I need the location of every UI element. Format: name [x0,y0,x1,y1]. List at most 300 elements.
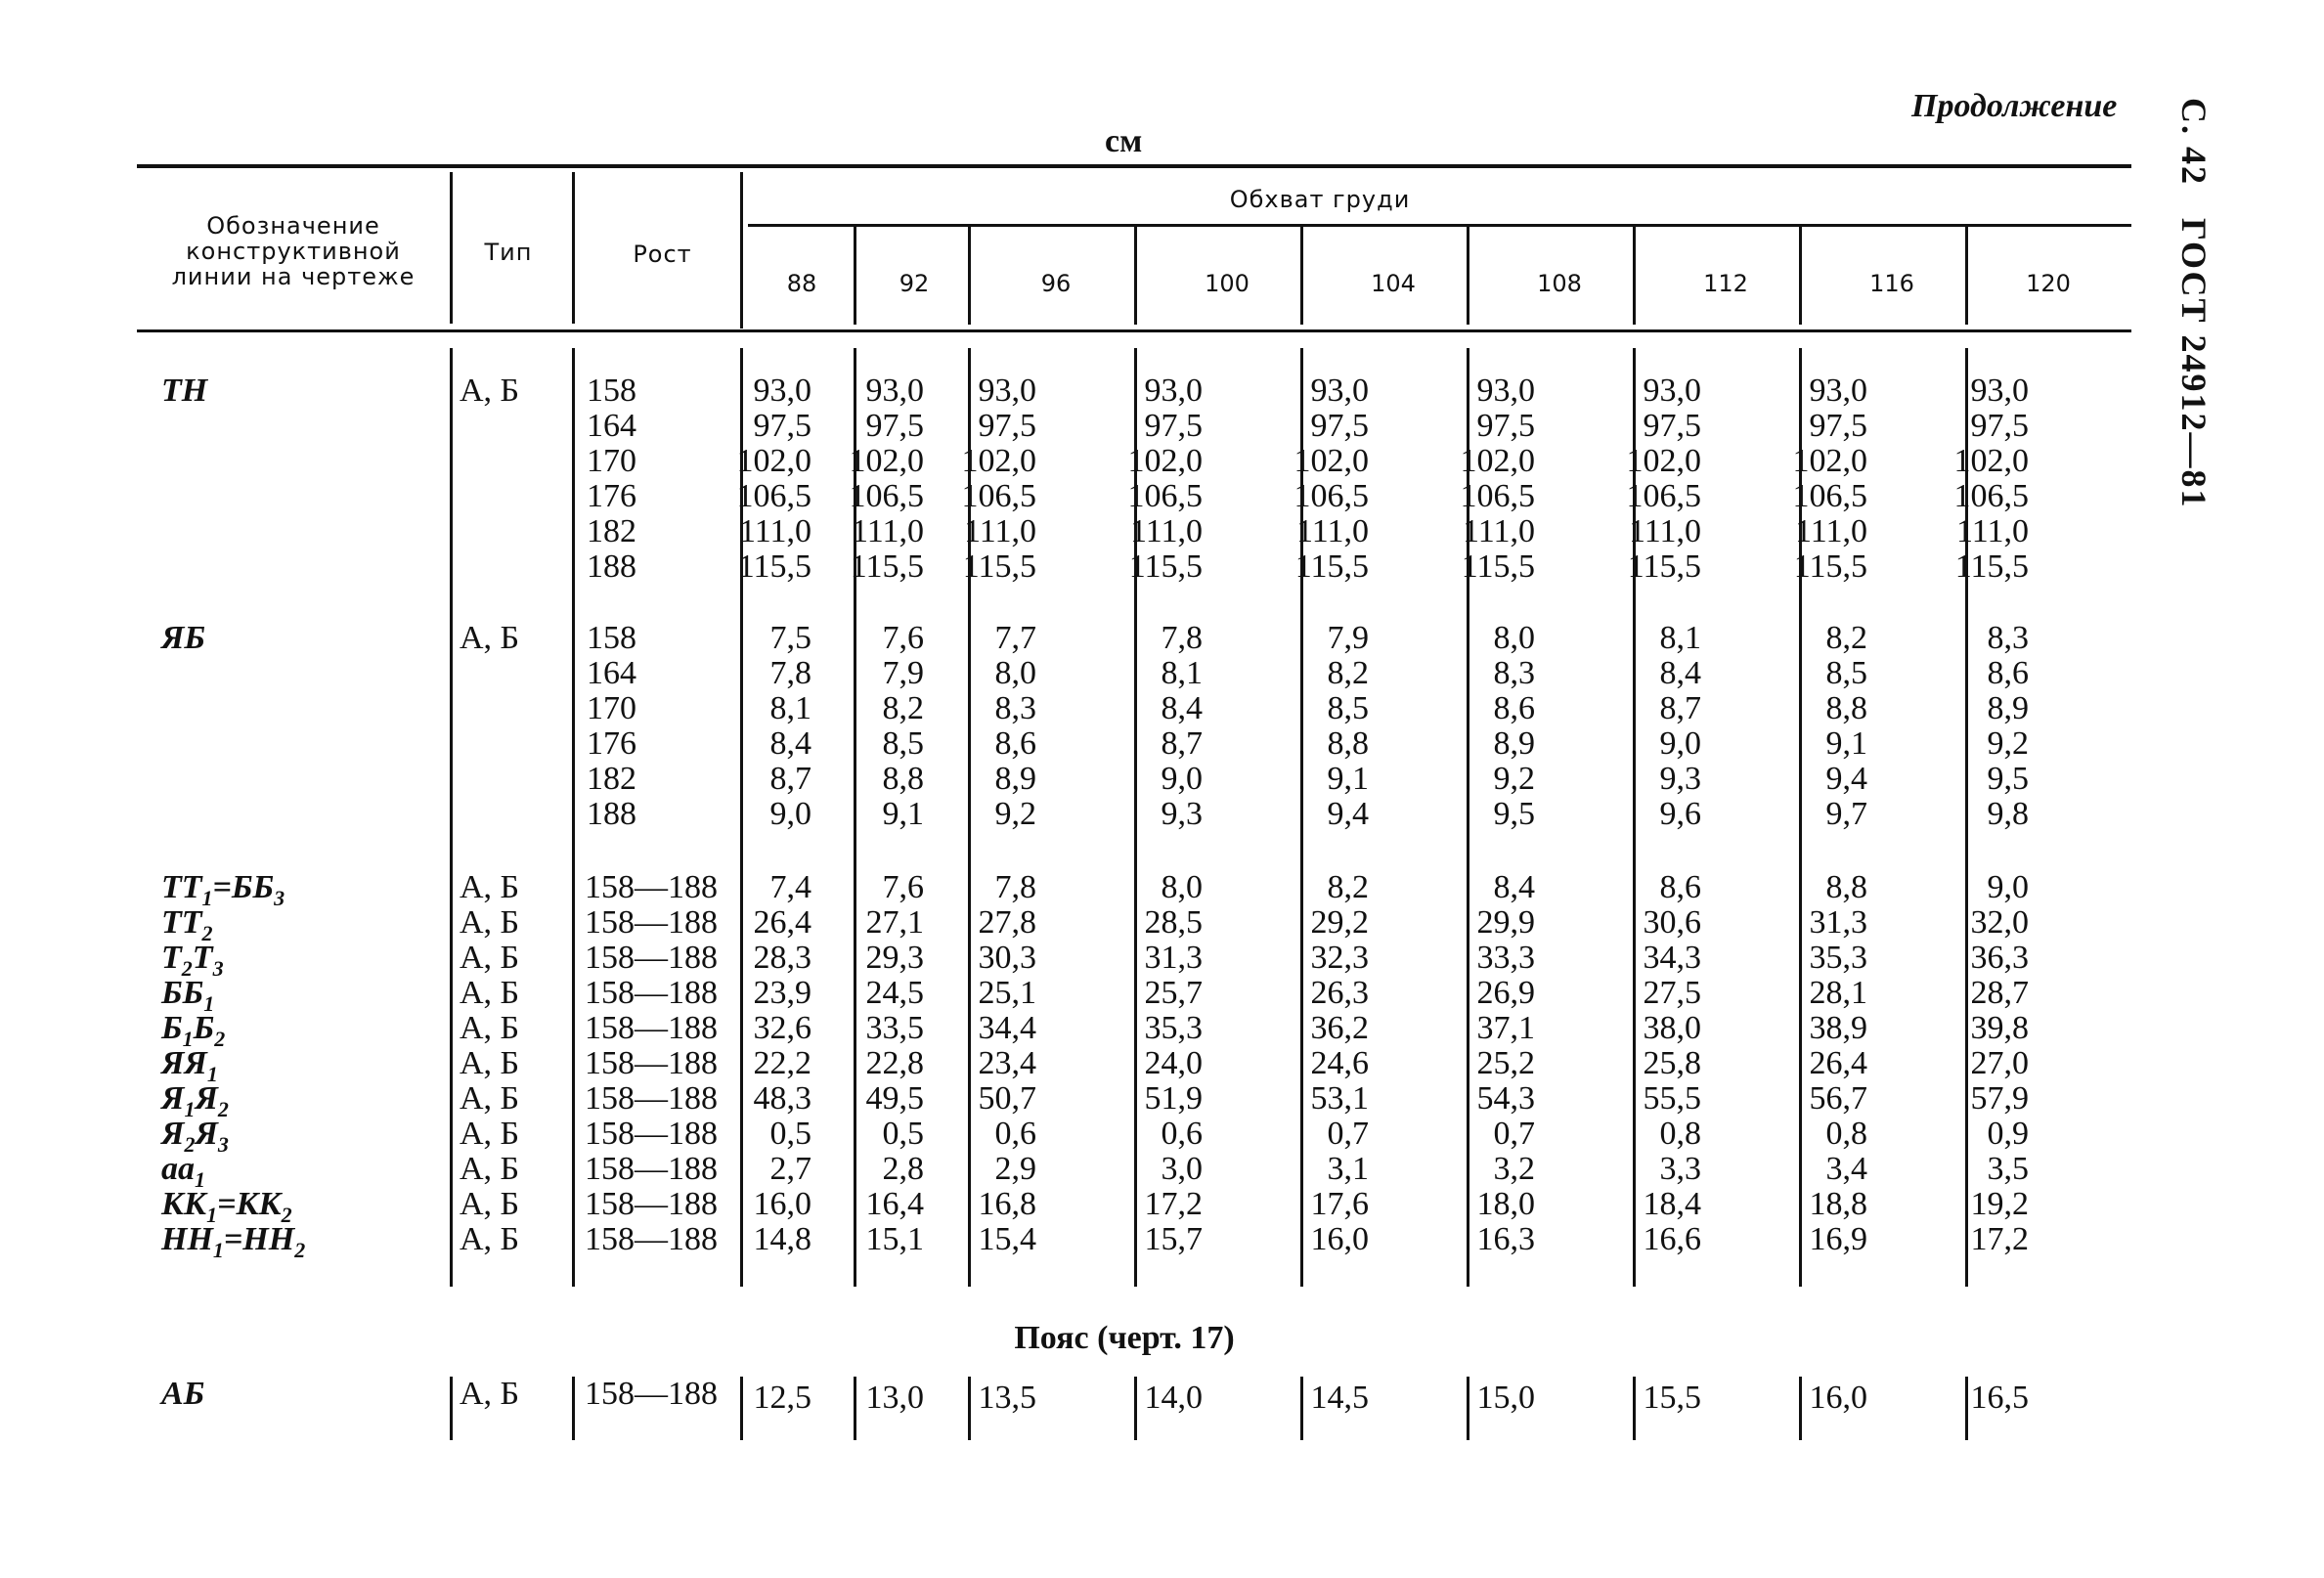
designation-index: 3 [274,885,285,910]
designation-index: 1 [206,1202,218,1227]
table-cell: 7,8 [769,655,811,691]
table-cell: 102,0 [961,443,1036,479]
designation-part: ТТ [161,904,202,941]
table-cell: 7,6 [882,620,924,656]
row-height: 182 [587,761,636,797]
column-rule [1134,227,1137,325]
designation-index: 1 [206,1061,218,1086]
page-side-label: С. 42 ГОСТ 24912—81 [2174,98,2214,509]
table-cell: 8,6 [1987,655,2029,691]
table-cell: 106,5 [1953,478,2029,514]
table-cell: 9,5 [1987,761,2029,797]
table-cell: 24,6 [1310,1045,1369,1081]
table-cell: 97,5 [1809,408,1867,444]
table-cell: 93,0 [978,373,1036,409]
row-designation: АБ [161,1376,205,1412]
table-cell: 0,7 [1327,1116,1369,1152]
table-cell: 115,5 [962,548,1036,585]
table-cell: 3,3 [1659,1151,1701,1187]
table-cell: 9,5 [1493,796,1535,832]
table-cell: 33,3 [1476,940,1535,976]
row-height: 158—188 [585,1151,718,1187]
chest-size-header: 108 [1537,270,1582,297]
belt-section-title: Пояс (черт. 17) [1014,1320,1235,1356]
table-cell: 8,9 [1987,690,2029,726]
table-cell: 102,0 [1127,443,1203,479]
table-cell: 106,5 [961,478,1036,514]
table-cell: 102,0 [849,443,924,479]
table-cell: 8,8 [1825,690,1867,726]
header-chest-group: Обхват груди [1229,186,1411,213]
table-cell: 9,7 [1825,796,1867,832]
table-cell: 35,3 [1809,940,1867,976]
designation-index: 2 [214,1026,226,1051]
table-cell: 22,8 [865,1045,924,1081]
table-cell: 13,0 [865,1380,924,1416]
table-cell: 97,5 [865,408,924,444]
table-cell: 8,4 [1493,869,1535,905]
table-cell: 37,1 [1476,1010,1535,1046]
column-rule [1467,227,1469,325]
table-cell: 23,4 [978,1045,1036,1081]
table-cell: 8,2 [1825,620,1867,656]
table-cell: 29,3 [865,940,924,976]
designation-part: =НН [223,1221,295,1257]
designation-part: Б [193,1010,215,1046]
table-cell: 7,8 [994,869,1036,905]
row-designation: ЯБ [161,620,206,656]
row-type: А, Б [460,1376,520,1412]
table-cell: 8,5 [882,725,924,762]
table-cell: 28,1 [1809,975,1867,1011]
table-cell: 111,0 [1130,513,1203,549]
table-cell: 115,5 [1793,548,1867,585]
table-cell: 8,8 [1327,725,1369,762]
column-rule [1799,227,1802,325]
table-cell: 26,4 [753,904,811,941]
table-cell: 25,1 [978,975,1036,1011]
table-cell: 97,5 [978,408,1036,444]
column-rule [572,348,575,1287]
table-cell: 7,7 [994,620,1036,656]
table-cell: 97,5 [1643,408,1701,444]
table-cell: 29,9 [1476,904,1535,941]
table-cell: 102,0 [1953,443,2029,479]
row-type: А, Б [460,1116,520,1152]
row-type: А, Б [460,1080,520,1117]
table-cell: 15,1 [865,1221,924,1257]
table-top-rule [137,164,2131,168]
designation-part: Т [161,940,182,976]
table-cell: 38,0 [1643,1010,1701,1046]
table-cell: 106,5 [1127,478,1203,514]
row-type: А, Б [460,940,520,976]
column-rule [450,1377,453,1440]
designation-part: аа [161,1151,195,1187]
row-height: 188 [587,548,636,585]
table-cell: 9,2 [1987,725,2029,762]
table-cell: 111,0 [1795,513,1867,549]
table-cell: 93,0 [1310,373,1369,409]
column-rule [572,1377,575,1440]
table-cell: 32,6 [753,1010,811,1046]
row-height: 158—188 [585,1045,718,1081]
table-cell: 39,8 [1970,1010,2029,1046]
table-cell: 27,0 [1970,1045,2029,1081]
table-cell: 27,1 [865,904,924,941]
table-cell: 8,0 [994,655,1036,691]
table-cell: 18,0 [1476,1186,1535,1222]
table-cell: 2,8 [882,1151,924,1187]
table-cell: 24,5 [865,975,924,1011]
row-type: А, Б [460,1045,520,1081]
table-cell: 23,9 [753,975,811,1011]
table-cell: 19,2 [1970,1186,2029,1222]
table-cell: 8,9 [994,761,1036,797]
table-cell: 55,5 [1643,1080,1701,1117]
table-cell: 93,0 [1809,373,1867,409]
table-cell: 12,5 [753,1380,811,1416]
table-cell: 16,5 [1970,1380,2029,1416]
table-cell: 111,0 [1296,513,1369,549]
table-cell: 16,4 [865,1186,924,1222]
table-cell: 115,5 [1627,548,1701,585]
table-cell: 111,0 [1629,513,1701,549]
table-cell: 93,0 [1144,373,1203,409]
table-cell: 102,0 [1294,443,1369,479]
table-cell: 7,9 [882,655,924,691]
chest-size-header: 88 [786,270,817,297]
table-cell: 57,9 [1970,1080,2029,1117]
table-cell: 8,4 [1161,690,1203,726]
row-height: 158—188 [585,1221,718,1257]
table-cell: 9,6 [1659,796,1701,832]
table-cell: 7,5 [769,620,811,656]
table-cell: 36,2 [1310,1010,1369,1046]
chest-size-header: 96 [1040,270,1072,297]
table-cell: 16,6 [1643,1221,1701,1257]
table-cell: 56,7 [1809,1080,1867,1117]
table-cell: 33,5 [865,1010,924,1046]
table-cell: 8,1 [769,690,811,726]
table-cell: 15,4 [978,1221,1036,1257]
row-height: 182 [587,513,636,549]
designation-index: 2 [201,920,213,945]
row-height: 170 [587,443,636,479]
row-designation [161,1222,305,1268]
row-type: А, Б [460,1151,520,1187]
table-cell: 17,6 [1310,1186,1369,1222]
chest-size-header: 104 [1371,270,1416,297]
designation-part: Я [195,1080,218,1117]
table-cell: 93,0 [753,373,811,409]
table-cell: 106,5 [1626,478,1701,514]
row-height: 158—188 [585,904,718,941]
column-rule [1965,227,1968,325]
table-cell: 106,5 [1792,478,1867,514]
table-cell: 17,2 [1970,1221,2029,1257]
designation-index: 1 [203,990,215,1016]
table-cell: 48,3 [753,1080,811,1117]
header-type: Тип [484,239,533,266]
column-rule [450,348,453,1287]
row-height: 176 [587,725,636,762]
chest-size-header: 116 [1869,270,1914,297]
table-cell: 106,5 [1460,478,1535,514]
table-cell: 32,3 [1310,940,1369,976]
table-cell: 16,9 [1809,1221,1867,1257]
designation-index: 1 [184,1096,196,1121]
table-cell: 115,5 [1954,548,2029,585]
designation-part: =ББ [212,869,275,905]
table-cell: 9,2 [1493,761,1535,797]
table-cell: 22,2 [753,1045,811,1081]
table-cell: 54,3 [1476,1080,1535,1117]
table-cell: 115,5 [737,548,811,585]
table-cell: 97,5 [1144,408,1203,444]
chest-group-rule [748,224,2131,227]
column-rule [1633,227,1636,325]
table-cell: 8,2 [1327,655,1369,691]
row-height: 158—188 [585,1116,718,1152]
table-cell: 102,0 [736,443,811,479]
table-cell: 8,7 [1161,725,1203,762]
designation-part: ББ [161,975,204,1011]
table-cell: 31,3 [1144,940,1203,976]
table-cell: 8,7 [1659,690,1701,726]
row-height: 158 [587,373,636,409]
table-cell: 14,0 [1144,1380,1203,1416]
table-cell: 28,5 [1144,904,1203,941]
row-height: 170 [587,690,636,726]
row-type: А, Б [460,620,520,656]
table-cell: 27,8 [978,904,1036,941]
designation-part: ТТ [161,869,202,905]
column-rule [450,172,453,324]
table-cell: 111,0 [964,513,1036,549]
table-cell: 8,6 [994,725,1036,762]
table-cell: 9,4 [1327,796,1369,832]
table-cell: 8,4 [1659,655,1701,691]
header-designation: Обозначение конструктивной линии на чертеже [171,212,416,290]
designation-index: 1 [195,1166,205,1192]
table-cell: 111,0 [852,513,924,549]
table-cell: 102,0 [1792,443,1867,479]
row-type: А, Б [460,1010,520,1046]
table-cell: 93,0 [1476,373,1535,409]
designation-index: 1 [212,1237,224,1262]
table-cell: 26,9 [1476,975,1535,1011]
table-cell: 93,0 [865,373,924,409]
table-cell: 0,9 [1987,1116,2029,1152]
table-cell: 115,5 [1128,548,1203,585]
table-cell: 34,3 [1643,940,1701,976]
row-height: 158—188 [585,940,718,976]
row-height: 176 [587,478,636,514]
table-cell: 8,8 [1825,869,1867,905]
table-cell: 102,0 [1460,443,1535,479]
table-cell: 9,8 [1987,796,2029,832]
table-cell: 0,7 [1493,1116,1535,1152]
chest-size-header: 92 [899,270,930,297]
table-cell: 0,8 [1659,1116,1701,1152]
column-rule [968,227,971,325]
table-cell: 7,9 [1327,620,1369,656]
row-designation: ТН [161,373,208,409]
row-type: А, Б [460,904,520,941]
table-cell: 38,9 [1809,1010,1867,1046]
table-cell: 3,0 [1161,1151,1203,1187]
table-cell: 97,5 [1310,408,1369,444]
row-type: А, Б [460,373,520,409]
table-cell: 8,3 [1987,620,2029,656]
table-cell: 8,5 [1327,690,1369,726]
table-cell: 16,8 [978,1186,1036,1222]
table-cell: 30,6 [1643,904,1701,941]
table-cell: 106,5 [736,478,811,514]
table-cell: 3,1 [1327,1151,1369,1187]
table-cell: 8,3 [1493,655,1535,691]
table-cell: 8,1 [1659,620,1701,656]
designation-part: Т [192,940,213,976]
table-cell: 35,3 [1144,1010,1203,1046]
table-cell: 97,5 [1476,408,1535,444]
table-cell: 24,0 [1144,1045,1203,1081]
table-cell: 14,5 [1310,1380,1369,1416]
table-cell: 8,6 [1493,690,1535,726]
header-bottom-rule [137,329,2131,332]
table-cell: 106,5 [1294,478,1369,514]
table-cell: 102,0 [1626,443,1701,479]
column-rule [572,172,575,324]
row-height: 158—188 [585,1010,718,1046]
table-cell: 0,6 [1161,1116,1203,1152]
table-cell: 8,5 [1825,655,1867,691]
table-cell: 14,8 [753,1221,811,1257]
table-cell: 49,5 [865,1080,924,1117]
designation-part: Я [195,1116,218,1152]
designation-index: 2 [281,1202,292,1227]
table-cell: 7,8 [1161,620,1203,656]
table-cell: 3,2 [1493,1151,1535,1187]
chest-size-header: 120 [2026,270,2071,297]
table-cell: 18,8 [1809,1186,1867,1222]
unit-label: см [1105,123,1143,159]
table-cell: 8,7 [769,761,811,797]
row-height: 158—188 [585,869,718,905]
table-cell: 28,3 [753,940,811,976]
table-cell: 50,7 [978,1080,1036,1117]
designation-part: НН [161,1221,213,1257]
table-cell: 0,6 [994,1116,1036,1152]
table-cell: 8,4 [769,725,811,762]
row-height: 158—188 [585,1080,718,1117]
table-cell: 106,5 [849,478,924,514]
table-cell: 26,4 [1809,1045,1867,1081]
table-cell: 8,3 [994,690,1036,726]
table-cell: 0,5 [882,1116,924,1152]
header-height: Рост [633,241,692,268]
table-cell: 31,3 [1809,904,1867,941]
table-cell: 8,1 [1161,655,1203,691]
column-rule [740,172,743,329]
row-height: 158—188 [585,1376,718,1412]
table-cell: 8,0 [1161,869,1203,905]
table-cell: 9,0 [1161,761,1203,797]
table-cell: 111,0 [1956,513,2029,549]
column-rule [854,227,856,325]
table-cell: 26,3 [1310,975,1369,1011]
table-cell: 32,0 [1970,904,2029,941]
table-cell: 2,7 [769,1151,811,1187]
table-cell: 93,0 [1643,373,1701,409]
table-cell: 15,0 [1476,1380,1535,1416]
table-cell: 111,0 [739,513,811,549]
row-height: 158—188 [585,1186,718,1222]
table-cell: 51,9 [1144,1080,1203,1117]
table-cell: 97,5 [753,408,811,444]
table-cell: 115,5 [1461,548,1535,585]
designation-index: 2 [294,1237,306,1262]
chest-size-header: 112 [1703,270,1748,297]
row-height: 164 [587,655,636,691]
designation-index: 1 [182,1026,194,1051]
designation-index: 2 [181,955,193,981]
table-cell: 28,7 [1970,975,2029,1011]
table-cell: 30,3 [978,940,1036,976]
table-cell: 7,6 [882,869,924,905]
table-cell: 115,5 [1294,548,1369,585]
table-cell: 25,8 [1643,1045,1701,1081]
table-cell: 8,9 [1493,725,1535,762]
row-height: 158—188 [585,975,718,1011]
table-cell: 8,2 [1327,869,1369,905]
row-height: 158 [587,620,636,656]
row-height: 188 [587,796,636,832]
table-cell: 15,5 [1643,1380,1701,1416]
table-cell: 0,5 [769,1116,811,1152]
table-cell: 16,0 [1809,1380,1867,1416]
row-type: А, Б [460,975,520,1011]
table-cell: 9,1 [882,796,924,832]
table-cell: 8,2 [882,690,924,726]
table-cell: 8,8 [882,761,924,797]
table-cell: 3,5 [1987,1151,2029,1187]
designation-part: =КК [217,1186,282,1222]
table-cell: 36,3 [1970,940,2029,976]
table-cell: 97,5 [1970,408,2029,444]
table-cell: 17,2 [1144,1186,1203,1222]
designation-part: Я [161,1116,185,1152]
table-cell: 16,0 [1310,1221,1369,1257]
column-rule [1300,227,1303,325]
chest-size-header: 100 [1205,270,1250,297]
table-cell: 93,0 [1970,373,2029,409]
designation-index: 3 [212,955,224,981]
table-cell: 9,3 [1659,761,1701,797]
table-cell: 7,4 [769,869,811,905]
designation-index: 2 [184,1131,196,1157]
designation-part: ЯЯ [161,1045,207,1081]
row-type: А, Б [460,1186,520,1222]
table-cell: 9,0 [1659,725,1701,762]
designation-index: 3 [217,1131,229,1157]
designation-part: Я [161,1080,185,1117]
table-cell: 9,1 [1825,725,1867,762]
table-cell: 25,7 [1144,975,1203,1011]
table-cell: 29,2 [1310,904,1369,941]
table-cell: 0,8 [1825,1116,1867,1152]
